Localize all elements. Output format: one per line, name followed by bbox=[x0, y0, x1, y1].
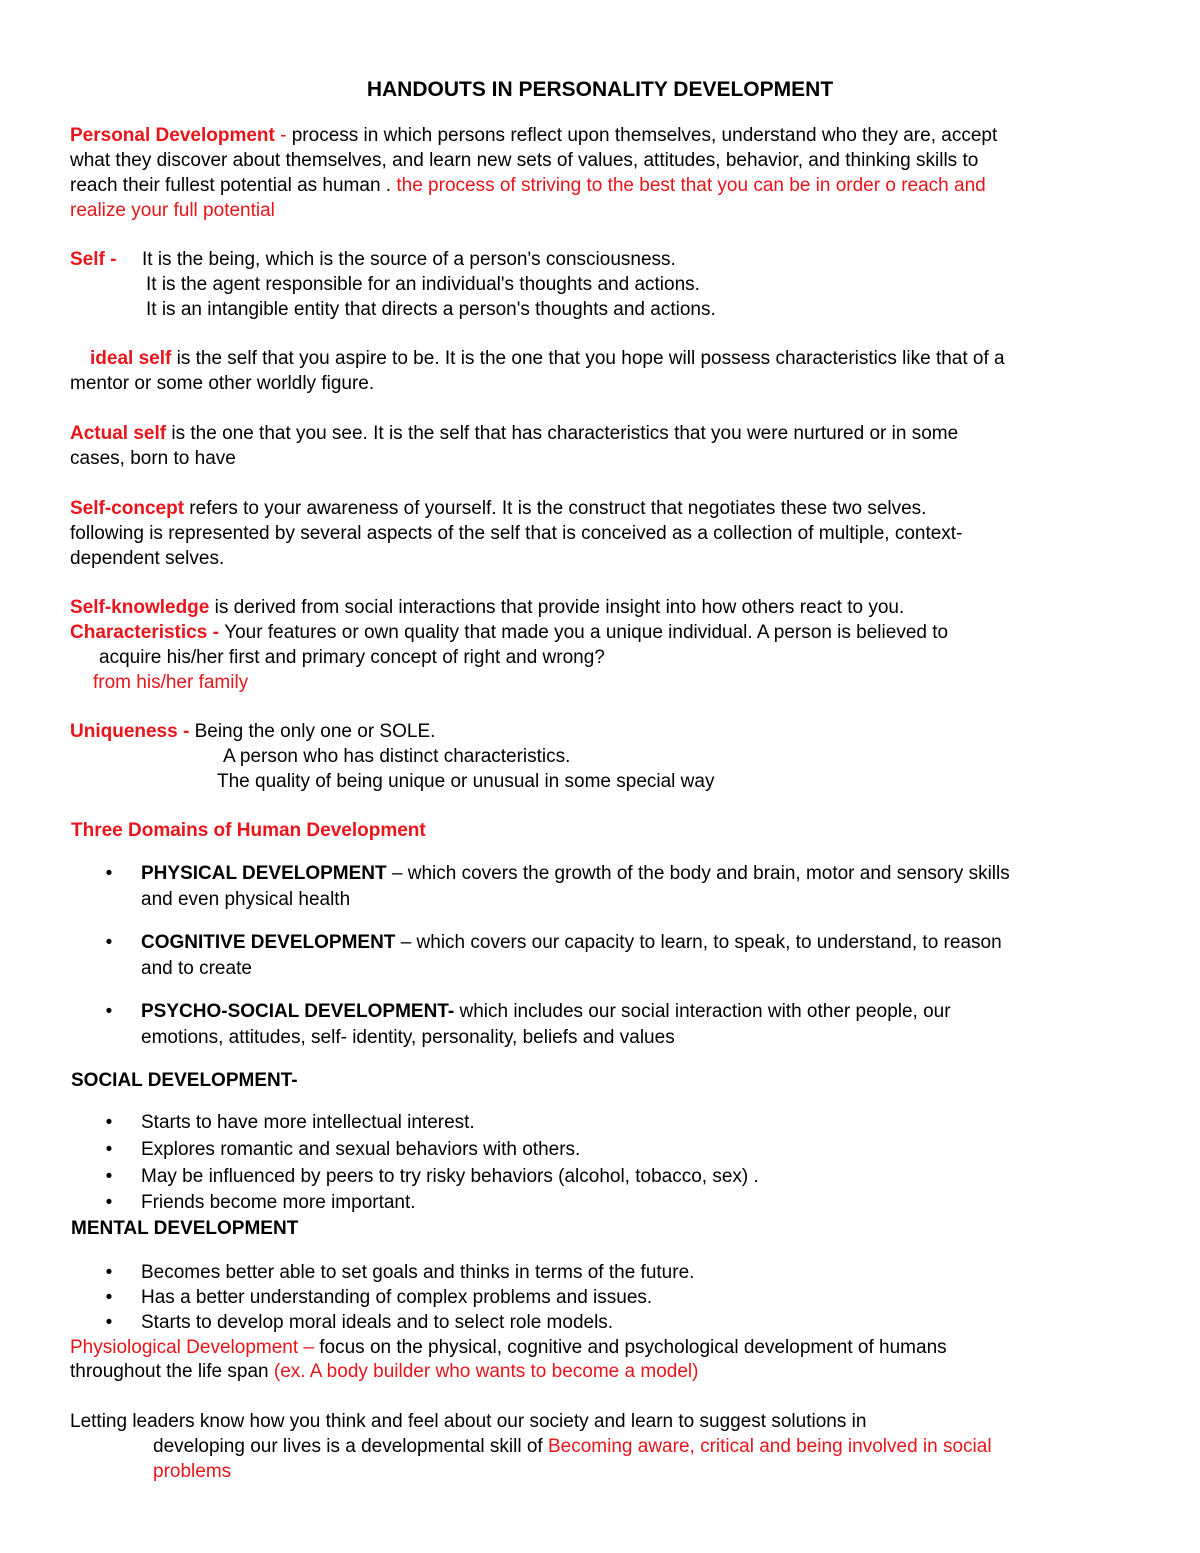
bullet-icon: • bbox=[105, 1112, 113, 1133]
personal-development-dash: - bbox=[274, 125, 292, 146]
bullet-icon: • bbox=[105, 1166, 113, 1187]
self-term: Self - bbox=[70, 249, 117, 270]
self-knowledge-term: Self-knowledge bbox=[70, 597, 210, 618]
mental-item: Becomes better able to set goals and thinks in terms of the future. bbox=[141, 1262, 695, 1283]
self-text-2: It is the agent responsible for an individual's thoughts and actions. bbox=[146, 274, 700, 295]
personal-development-line-3 bbox=[70, 173, 986, 198]
closing-red-3: problems bbox=[153, 1461, 232, 1482]
domain-physical-term: PHYSICAL DEVELOPMENT bbox=[141, 863, 387, 884]
personal-development-term: Personal Development bbox=[70, 125, 275, 146]
personal-development-text-1: process in which persons reflect upon themselves, understand who they are, accept bbox=[291, 125, 998, 146]
closing-text-2: developing our lives is a developmental skill of bbox=[153, 1436, 548, 1457]
domain-psychosocial-term: PSYCHO-SOCIAL DEVELOPMENT- bbox=[141, 1001, 455, 1022]
uniqueness-text-2: A person who has distinct characteristics. bbox=[223, 746, 571, 767]
physiological-text-1: focus on the physical, cognitive and psychological development of humans bbox=[319, 1337, 947, 1358]
closing-text-1: Letting leaders know how you think and feel about our society and learn to suggest solutions in bbox=[70, 1411, 867, 1432]
uniqueness-term: Uniqueness - bbox=[70, 721, 195, 742]
actual-self-text-2: cases, born to have bbox=[70, 448, 236, 469]
bullet-icon: • bbox=[105, 1001, 113, 1022]
bullet-icon: • bbox=[105, 1262, 113, 1283]
domain-cognitive-line-1 bbox=[141, 930, 1002, 955]
closing-red-2: Becoming aware, critical and being involved in social bbox=[548, 1436, 992, 1457]
ideal-self-term: ideal self bbox=[90, 348, 172, 369]
bullet-icon: • bbox=[105, 863, 113, 884]
mental-development-heading: MENTAL DEVELOPMENT bbox=[71, 1218, 299, 1239]
social-item: Explores romantic and sexual behaviors with others. bbox=[141, 1139, 581, 1160]
domain-psychosocial-line-1 bbox=[141, 999, 951, 1024]
bullet-icon: • bbox=[105, 932, 113, 953]
bullet-icon: • bbox=[105, 1139, 113, 1160]
uniqueness-line-1 bbox=[70, 719, 435, 744]
self-text-3: It is an intangible entity that directs a person's thoughts and actions. bbox=[146, 299, 716, 320]
physiological-line-1 bbox=[70, 1335, 947, 1360]
ideal-self-text-2: mentor or some other worldly figure. bbox=[70, 373, 375, 394]
domain-physical-text-1: – which covers the growth of the body and brain, motor and sensory skills bbox=[386, 863, 1010, 884]
ideal-self-text-1: is the self that you aspire to be. It is the one that you hope will possess characteristics like that of a bbox=[171, 348, 1005, 369]
domain-psychosocial-text-1: which includes our social interaction with other people, our bbox=[454, 1001, 951, 1022]
domain-psychosocial-text-2: emotions, attitudes, self- identity, personality, beliefs and values bbox=[141, 1027, 675, 1048]
domain-cognitive-term: COGNITIVE DEVELOPMENT bbox=[141, 932, 396, 953]
characteristics-text-2: acquire his/her first and primary concept of right and wrong? bbox=[99, 647, 605, 668]
personal-development-text-3: reach their fullest potential as human . bbox=[70, 175, 397, 196]
bullet-icon: • bbox=[105, 1287, 113, 1308]
self-concept-text-2: following is represented by several aspects of the self that is conceived as a collection of multiple, context- bbox=[70, 523, 963, 544]
physiological-term: Physiological Development – bbox=[70, 1337, 320, 1358]
social-item: Starts to have more intellectual interest. bbox=[141, 1112, 475, 1133]
self-concept-text-3: dependent selves. bbox=[70, 548, 225, 569]
domain-cognitive-text-2: and to create bbox=[141, 958, 252, 979]
uniqueness-text-1: Being the only one or SOLE. bbox=[194, 721, 436, 742]
actual-self-line-1 bbox=[70, 421, 958, 446]
domain-cognitive-text-1: – which covers our capacity to learn, to speak, to understand, to reason bbox=[395, 932, 1002, 953]
physiological-line-2 bbox=[70, 1359, 698, 1384]
mental-item: Starts to develop moral ideals and to select role models. bbox=[141, 1312, 614, 1333]
characteristics-red-3: from his/her family bbox=[93, 672, 249, 693]
mental-item: Has a better understanding of complex problems and issues. bbox=[141, 1287, 653, 1308]
personal-development-line-1 bbox=[70, 123, 997, 148]
physiological-text-2: throughout the life span bbox=[70, 1361, 274, 1382]
domain-physical-text-2: and even physical health bbox=[141, 889, 351, 910]
self-knowledge-line-1 bbox=[70, 595, 904, 620]
personal-development-red-3: the process of striving to the best that you can be in order o reach and bbox=[396, 175, 986, 196]
self-knowledge-text-1: is derived from social interactions that provide insight into how others react to you. bbox=[209, 597, 905, 618]
social-item: May be influenced by peers to try risky behaviors (alcohol, tobacco, sex) . bbox=[141, 1166, 759, 1187]
actual-self-text-1: is the one that you see. It is the self that has characteristics that you were nurtured or in some bbox=[166, 423, 959, 444]
self-text-1: It is the being, which is the source of a person's consciousness. bbox=[142, 249, 676, 270]
characteristics-text-1: Your features or own quality that made you a unique individual. A person is believed to bbox=[224, 622, 949, 643]
uniqueness-text-3: The quality of being unique or unusual in some special way bbox=[217, 771, 715, 792]
social-item: Friends become more important. bbox=[141, 1192, 416, 1213]
personal-development-red-4: realize your full potential bbox=[70, 200, 275, 221]
bullet-icon: • bbox=[105, 1312, 113, 1333]
bullet-icon: • bbox=[105, 1192, 113, 1213]
social-development-heading: SOCIAL DEVELOPMENT- bbox=[71, 1070, 298, 1091]
domain-physical-line-1 bbox=[141, 861, 1010, 886]
personal-development-text-2: what they discover about themselves, and learn new sets of values, attitudes, behavior, and thinking skills to bbox=[70, 150, 979, 171]
self-concept-text-1: refers to your awareness of yourself. It is the construct that negotiates these two selves. bbox=[184, 498, 927, 519]
self-line-1 bbox=[70, 247, 676, 272]
self-concept-line-1 bbox=[70, 496, 926, 521]
document-title: HANDOUTS IN PERSONALITY DEVELOPMENT bbox=[366, 78, 834, 101]
characteristics-line-1 bbox=[70, 620, 948, 645]
physiological-red-2: (ex. A body builder who wants to become a model) bbox=[273, 1361, 699, 1382]
three-domains-heading: Three Domains of Human Development bbox=[71, 820, 426, 841]
self-concept-term: Self-concept bbox=[70, 498, 185, 519]
characteristics-term: Characteristics - bbox=[70, 622, 225, 643]
closing-line-2 bbox=[153, 1434, 992, 1459]
ideal-self-line-1 bbox=[90, 346, 1005, 371]
actual-self-term: Actual self bbox=[70, 423, 167, 444]
